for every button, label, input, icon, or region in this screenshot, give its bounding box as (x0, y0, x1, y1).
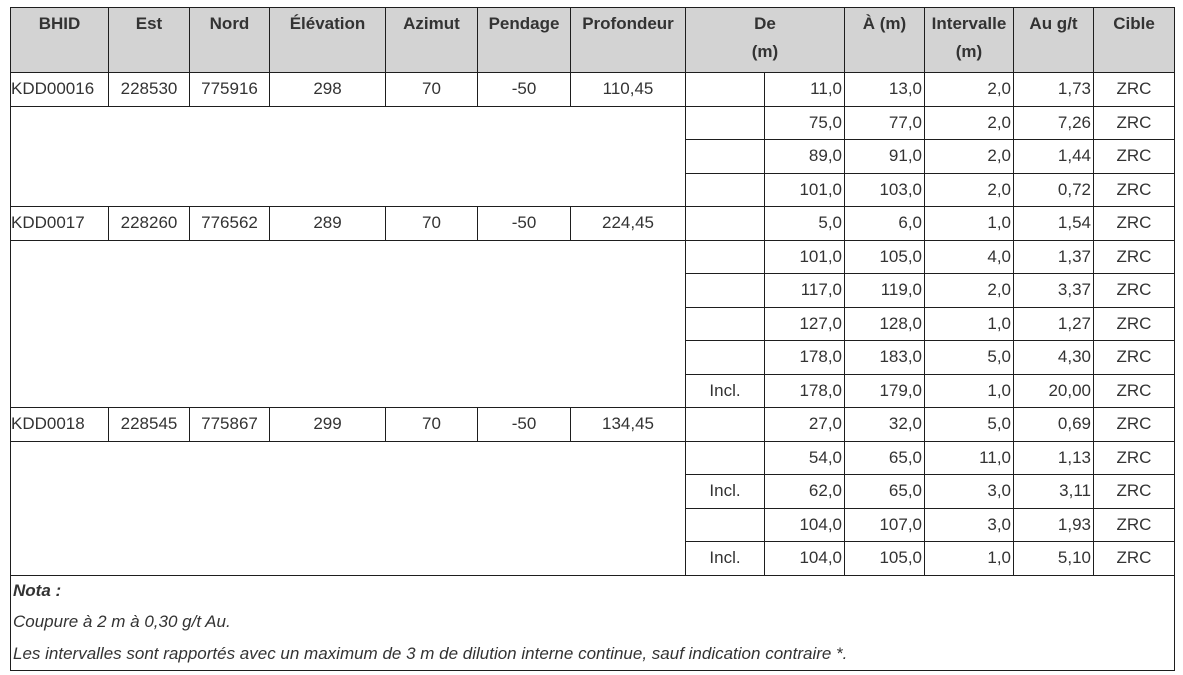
header-intervalle-line1: Intervalle (931, 14, 1007, 33)
cell-est: 228260 (109, 207, 190, 241)
table-row (11, 73, 1175, 107)
header-a: À (m) (845, 8, 925, 73)
cell-au: 0,69 (1014, 408, 1094, 442)
cell-au: 3,37 (1014, 274, 1094, 308)
header-au: Au g/t (1014, 8, 1094, 73)
cell-a: 105,0 (845, 542, 925, 576)
cell-intervalle: 2,0 (925, 140, 1014, 174)
cell-bhid: KDD0018 (11, 408, 109, 442)
header-bhid: BHID (11, 8, 109, 73)
cell-profondeur: 224,45 (571, 207, 686, 241)
cell-cible: ZRC (1094, 207, 1175, 241)
cell-de: 75,0 (765, 106, 845, 140)
cell-note: Incl. (686, 542, 765, 576)
header-nord: Nord (190, 8, 270, 73)
cell-profondeur: 110,45 (571, 73, 686, 107)
header-intervalle (925, 8, 1014, 73)
cell-de: 104,0 (765, 508, 845, 542)
header-pendage: Pendage (478, 8, 571, 73)
blank-span-cell (11, 441, 686, 575)
cell-cible: ZRC (1094, 274, 1175, 308)
cell-cible: ZRC (1094, 542, 1175, 576)
cell-note: Incl. (686, 374, 765, 408)
cell-note (686, 207, 765, 241)
cell-de: 27,0 (765, 408, 845, 442)
cell-de: 127,0 (765, 307, 845, 341)
cell-cible: ZRC (1094, 374, 1175, 408)
cell-cible: ZRC (1094, 106, 1175, 140)
cell-cible: ZRC (1094, 508, 1175, 542)
cell-cible: ZRC (1094, 73, 1175, 107)
cell-intervalle: 2,0 (925, 73, 1014, 107)
cell-au: 1,37 (1014, 240, 1094, 274)
cell-azimut: 70 (386, 73, 478, 107)
cell-au: 5,10 (1014, 542, 1094, 576)
cell-bhid: KDD0017 (11, 207, 109, 241)
cell-a: 13,0 (845, 73, 925, 107)
cell-au: 1,27 (1014, 307, 1094, 341)
cell-intervalle: 2,0 (925, 274, 1014, 308)
cell-cible: ZRC (1094, 173, 1175, 207)
cell-intervalle: 11,0 (925, 441, 1014, 475)
cell-cible: ZRC (1094, 475, 1175, 509)
cell-nord: 776562 (190, 207, 270, 241)
header-elevation: Élévation (270, 8, 386, 73)
cell-bhid: KDD00016 (11, 73, 109, 107)
cell-note (686, 73, 765, 107)
table-body (11, 73, 1175, 576)
cell-azimut: 70 (386, 408, 478, 442)
cell-note (686, 307, 765, 341)
cell-nord: 775867 (190, 408, 270, 442)
cell-intervalle: 3,0 (925, 475, 1014, 509)
header-de-line1: De (754, 14, 776, 33)
cell-intervalle: 2,0 (925, 106, 1014, 140)
cell-intervalle: 3,0 (925, 508, 1014, 542)
table-row (11, 207, 1175, 241)
cell-de: 62,0 (765, 475, 845, 509)
cell-note (686, 408, 765, 442)
cell-est: 228530 (109, 73, 190, 107)
cell-au: 1,54 (1014, 207, 1094, 241)
cell-a: 103,0 (845, 173, 925, 207)
cell-a: 105,0 (845, 240, 925, 274)
cell-note (686, 441, 765, 475)
cell-pendage: -50 (478, 73, 571, 107)
cell-nord: 775916 (190, 73, 270, 107)
cell-a: 107,0 (845, 508, 925, 542)
cell-a: 65,0 (845, 441, 925, 475)
blank-span-cell (11, 106, 686, 207)
cell-note (686, 341, 765, 375)
cell-cible: ZRC (1094, 240, 1175, 274)
cell-note: Incl. (686, 475, 765, 509)
cell-profondeur: 134,45 (571, 408, 686, 442)
cell-cible: ZRC (1094, 307, 1175, 341)
cell-a: 179,0 (845, 374, 925, 408)
cell-note (686, 508, 765, 542)
table-row (11, 441, 1175, 475)
header-azimut: Azimut (386, 8, 478, 73)
cell-intervalle: 5,0 (925, 408, 1014, 442)
cell-a: 91,0 (845, 140, 925, 174)
table-row (11, 408, 1175, 442)
cell-a: 65,0 (845, 475, 925, 509)
header-est: Est (109, 8, 190, 73)
cell-de: 11,0 (765, 73, 845, 107)
cell-au: 1,73 (1014, 73, 1094, 107)
cell-de: 5,0 (765, 207, 845, 241)
cell-intervalle: 1,0 (925, 542, 1014, 576)
cell-de: 178,0 (765, 374, 845, 408)
cell-cible: ZRC (1094, 408, 1175, 442)
cell-pendage: -50 (478, 207, 571, 241)
cell-note (686, 240, 765, 274)
cell-a: 183,0 (845, 341, 925, 375)
blank-span-cell (11, 240, 686, 408)
notes-section (11, 575, 1175, 670)
cell-intervalle: 2,0 (925, 173, 1014, 207)
cell-note (686, 274, 765, 308)
header-profondeur: Profondeur (571, 8, 686, 73)
cell-elevation: 298 (270, 73, 386, 107)
cell-intervalle: 1,0 (925, 307, 1014, 341)
cell-elevation: 289 (270, 207, 386, 241)
cell-intervalle: 4,0 (925, 240, 1014, 274)
cell-de: 89,0 (765, 140, 845, 174)
cell-note (686, 140, 765, 174)
cell-de: 104,0 (765, 542, 845, 576)
cell-de: 101,0 (765, 173, 845, 207)
cell-azimut: 70 (386, 207, 478, 241)
cell-au: 1,93 (1014, 508, 1094, 542)
cell-a: 128,0 (845, 307, 925, 341)
header-row (11, 8, 1175, 73)
cell-a: 77,0 (845, 106, 925, 140)
cell-note (686, 106, 765, 140)
drill-results-table (10, 7, 1175, 671)
cell-au: 20,00 (1014, 374, 1094, 408)
cell-a: 119,0 (845, 274, 925, 308)
cell-au: 3,11 (1014, 475, 1094, 509)
table-row (11, 240, 1175, 274)
cell-intervalle: 1,0 (925, 374, 1014, 408)
table-row (11, 106, 1175, 140)
cell-cible: ZRC (1094, 341, 1175, 375)
header-cible: Cible (1094, 8, 1175, 73)
cell-cible: ZRC (1094, 140, 1175, 174)
cell-intervalle: 5,0 (925, 341, 1014, 375)
cell-au: 7,26 (1014, 106, 1094, 140)
header-intervalle-line2: (m) (955, 42, 983, 61)
cell-a: 32,0 (845, 408, 925, 442)
header-de (686, 8, 845, 73)
cell-de: 178,0 (765, 341, 845, 375)
notes-line-2: Les intervalles sont rapportés avec un maximum de 3 m de dilution interne continue, sauf indication contraire *. (11, 638, 1175, 670)
cell-au: 1,44 (1014, 140, 1094, 174)
cell-intervalle: 1,0 (925, 207, 1014, 241)
cell-cible: ZRC (1094, 441, 1175, 475)
cell-de: 101,0 (765, 240, 845, 274)
cell-a: 6,0 (845, 207, 925, 241)
cell-de: 117,0 (765, 274, 845, 308)
header-de-line2: (m) (751, 42, 779, 61)
notes-title: Nota : (11, 575, 1175, 606)
cell-note (686, 173, 765, 207)
cell-au: 1,13 (1014, 441, 1094, 475)
cell-est: 228545 (109, 408, 190, 442)
cell-de: 54,0 (765, 441, 845, 475)
notes-line-1: Coupure à 2 m à 0,30 g/t Au. (11, 606, 1175, 638)
cell-pendage: -50 (478, 408, 571, 442)
cell-au: 4,30 (1014, 341, 1094, 375)
cell-au: 0,72 (1014, 173, 1094, 207)
cell-elevation: 299 (270, 408, 386, 442)
